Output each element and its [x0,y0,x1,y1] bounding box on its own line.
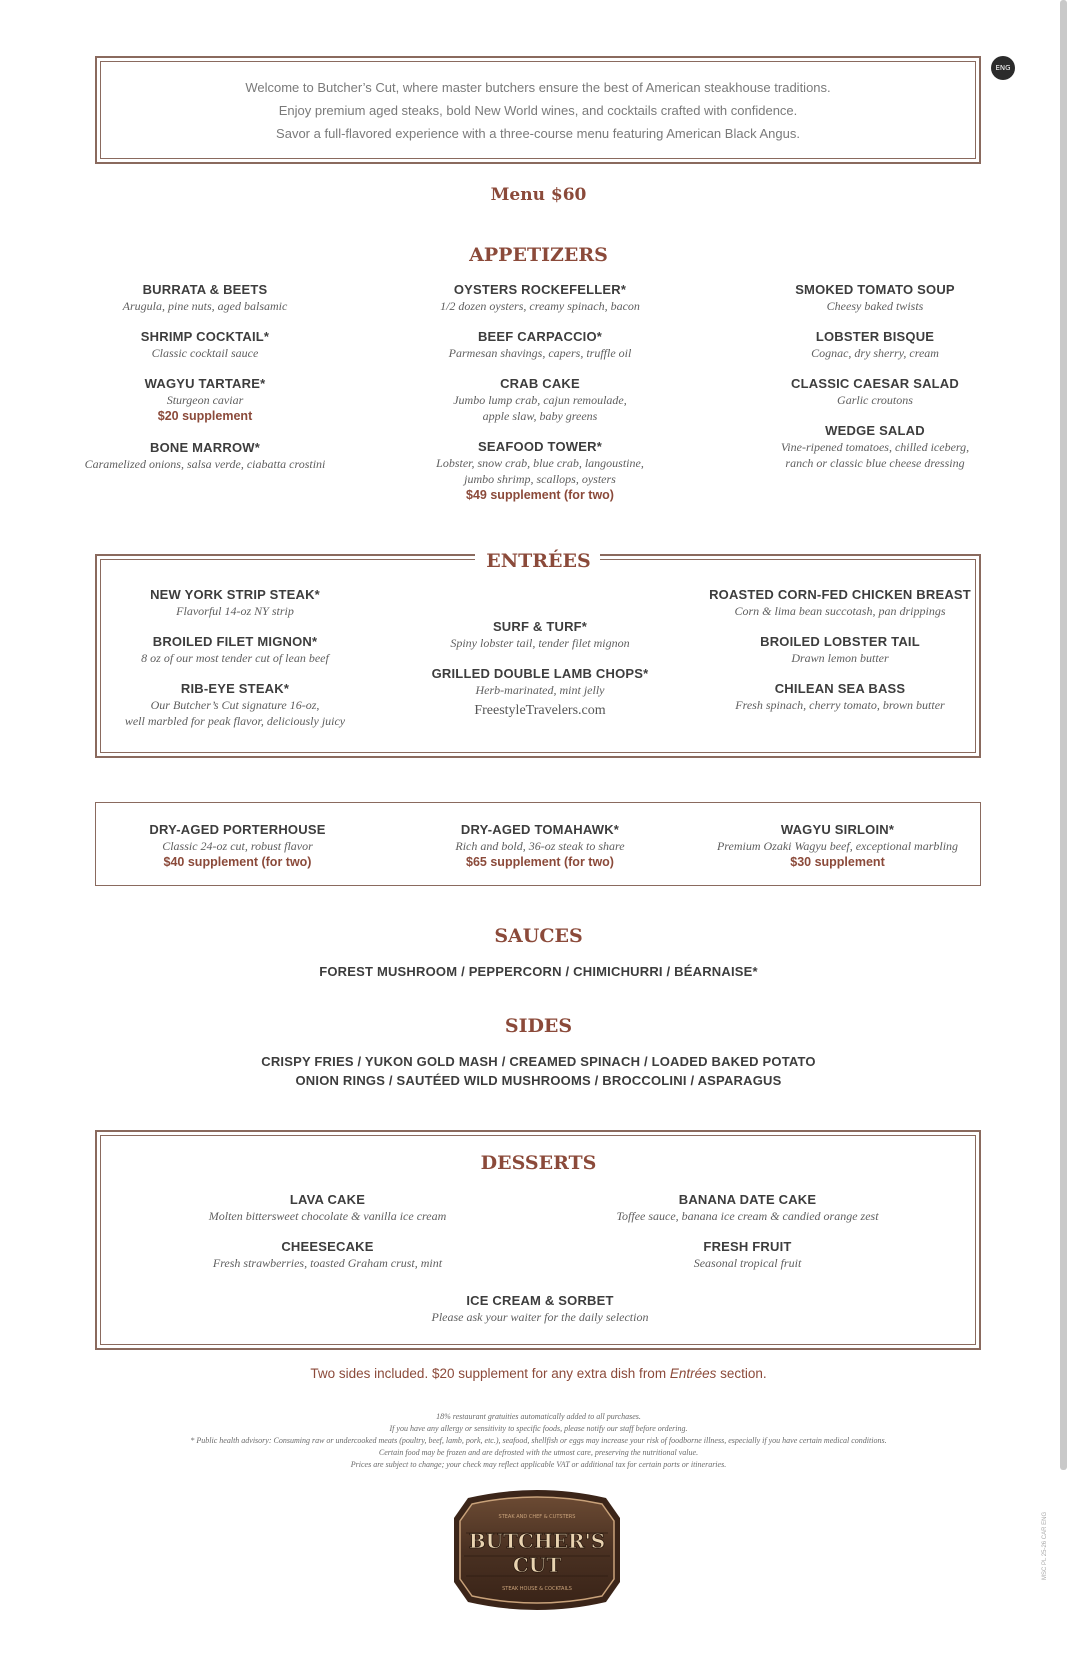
entrees-col-2 [395,618,685,712]
menu-item-supplement: $20 supplement [157,409,253,423]
fine-print: 18% restaurant gratuities automatically added to all purchases. If you have any allergy or sensitivity to specific foods, please notify our staff before ordering. * Public health advisory: Consuming raw or undercooked meats (poultry, beef, lamb, pork, etc.), seafood, shellfish or eggs may increase your risk of foodborne illness, especially if you have certain medical conditions. Certain food may be frozen and are defrosted with the utmost care, preserving the nutritional value. Prices are subject to change; your check may reflect applicable VAT or additional tax for certain ports or itineraries. [190,1412,887,1469]
menu-item [170,1238,485,1271]
welcome-line: Welcome to Butcher’s Cut, where master butchers ensure the best of American steakhouse traditions. [245,79,831,95]
menu-item [400,281,680,314]
menu-item [400,438,680,504]
menu-item-description: Corn & lima bean succotash, pan drippings [734,604,946,618]
menu-item [400,328,680,361]
appetizers-col-1 [70,281,340,486]
menu-item [110,586,360,619]
menu-item-description: Fresh strawberries, toasted Graham crust, mint [212,1256,443,1270]
desserts-title: DESSERTS [480,1152,597,1174]
menu-item-supplement: $30 supplement [790,855,885,869]
menu-item-name: CRAB CAKE [500,376,580,391]
menu-item-name: SEAFOOD TOWER* [478,439,602,454]
menu-item [590,1191,905,1224]
menu-item-name: NEW YORK STRIP STEAK* [150,587,320,602]
menu-item-name: SHRIMP COCKTAIL* [140,329,270,344]
sauces-title: SAUCES [494,925,583,947]
entrees-col-1 [110,586,360,743]
desserts-center [380,1292,700,1339]
logo-bottom-text: STEAK HOUSE & COCKTAILS [502,1586,572,1592]
menu-item-name: LOBSTER BISQUE [815,329,935,344]
menu-item [400,821,680,871]
appetizers-title: APPETIZERS [469,244,608,266]
menu-item-name: SURF & TURF* [492,619,588,634]
menu-item-description: Our Butcher’s Cut signature 16-oz, [150,698,320,712]
appetizers-col-3 [740,281,1010,485]
menu-item-description: well marbled for peak flavor, deliciously juicy [124,714,346,728]
menu-item-name: LAVA CAKE [289,1192,366,1207]
menu-item-description: Spiny lobster tail, tender filet mignon [450,636,630,650]
menu-item [740,375,1010,408]
menu-item [740,328,1010,361]
premium-steak-1 [100,821,375,885]
premium-steak-3 [700,821,975,885]
menu-item-description: Cheesy baked twists [826,299,924,313]
butchers-cut-logo [448,1488,626,1612]
menu-item-description: Toffee sauce, banana ice cream & candied orange zest [616,1209,879,1223]
menu-item-description: Lobster, snow crab, blue crab, langoustine, [436,456,644,470]
logo-top-text: STEAK AND CHEF & CUTSTERS [498,1514,576,1520]
menu-item-description: Sturgeon caviar [166,393,244,407]
language-badge[interactable]: ENG [991,56,1015,80]
menu-item-description: ranch or classic blue cheese dressing [785,456,965,470]
menu-item-name: OYSTERS ROCKEFELLER* [453,282,627,297]
sides-title: SIDES [504,1015,573,1037]
menu-item-description: Classic 24-oz cut, robust flavor [162,839,313,853]
menu-item-description: Classic cocktail sauce [151,346,259,360]
menu-item [380,1292,700,1325]
menu-item [70,328,340,361]
menu-item-name: GRILLED DOUBLE LAMB CHOPS* [431,666,649,681]
menu-item-description: Herb-marinated, mint jelly [475,683,605,697]
menu-item [400,375,680,424]
menu-item [740,422,1010,471]
menu-item-description: Rich and bold, 36-oz steak to share [455,839,625,853]
menu-item-description: Cognac, dry sherry, cream [811,346,939,360]
menu-item-name: WEDGE SALAD [825,423,925,438]
entrees-col-3 [700,586,980,727]
menu-item-name: FRESH FRUIT [703,1239,792,1254]
menu-item-description: Garlic croutons [837,393,913,407]
menu-item-name: BEEF CARPACCIO* [477,329,603,344]
menu-item [110,680,360,729]
menu-item [110,633,360,666]
menu-item [70,375,340,425]
menu-item-name: BONE MARROW* [149,440,260,455]
menu-item-description: Vine-ripened tomatoes, chilled iceberg, [780,440,970,454]
welcome-box [95,56,981,164]
menu-item-supplement: $40 supplement (for two) [163,855,312,869]
menu-item-name: CHILEAN SEA BASS [774,681,906,696]
welcome-line: Enjoy premium aged steaks, bold New World wines, and cocktails crafted with confidence. [278,102,798,118]
sides-note: Two sides included. $20 supplement for any extra dish from Entrées section. [310,1366,767,1381]
menu-item [700,821,975,871]
sides-list: CRISPY FRIES / YUKON GOLD MASH / CREAMED SPINACH / LOADED BAKED POTATO [261,1054,816,1069]
menu-item-name: BROILED FILET MIGNON* [152,634,318,649]
premium-steak-2 [400,821,680,885]
menu-item-name: BURRATA & BEETS [142,282,268,297]
menu-item-description: Please ask your waiter for the daily selection [431,1310,649,1324]
menu-item-name: ICE CREAM & SORBET [466,1293,614,1308]
menu-item-description: jumbo shrimp, scallops, oysters [464,472,616,486]
logo-line1: BUTCHER'S [468,1529,606,1553]
menu-item-name: BROILED LOBSTER TAIL [760,634,920,649]
menu-item-name: BANANA DATE CAKE [678,1192,817,1207]
scrollbar[interactable] [1060,0,1067,1470]
menu-item-description: Arugula, pine nuts, aged balsamic [122,299,288,313]
sides-list: ONION RINGS / SAUTÉED WILD MUSHROOMS / BROCCOLINI / ASPARAGUS [295,1073,782,1088]
menu-price: Menu $60 [490,185,587,205]
menu-item-name: WAGYU SIRLOIN* [780,822,895,837]
welcome-line: Savor a full-flavored experience with a three-course menu featuring American Black Angus. [276,125,800,141]
menu-item-description: Molten bittersweet chocolate & vanilla ice cream [208,1209,447,1223]
menu-item-description: Premium Ozaki Wagyu beef, exceptional marbling [716,839,959,853]
menu-item-description: 8 oz of our most tender cut of lean beef [141,651,329,665]
menu-item-name: DRY-AGED TOMAHAWK* [460,822,620,837]
menu-item [395,665,685,698]
menu-item [700,586,980,619]
menu-item-description: apple slaw, baby greens [482,409,598,423]
menu-item [70,281,340,314]
entrees-title: ENTRÉES [486,550,591,572]
menu-item-name: CHEESECAKE [281,1239,374,1254]
menu-item [700,680,980,713]
menu-item-supplement: $65 supplement (for two) [466,855,614,869]
menu-item-description: 1/2 dozen oysters, creamy spinach, bacon [440,299,640,313]
document-code: MSC PL 25-26 CAR ENG [1042,1511,1048,1580]
menu-item-name: DRY-AGED PORTERHOUSE [149,822,326,837]
menu-item [170,1191,485,1224]
menu-item [700,633,980,666]
menu-item-description: Parmesan shavings, capers, truffle oil [448,346,632,360]
menu-item-name: WAGYU TARTARE* [144,376,266,391]
menu-item [590,1238,905,1271]
menu-item-name: ROASTED CORN-FED CHICKEN BREAST [709,587,971,602]
menu-item-description: Jumbo lump crab, cajun remoulade, [453,393,627,407]
menu-item-supplement: $49 supplement (for two) [466,488,614,502]
desserts-col-1 [170,1191,485,1285]
menu-item [395,618,685,651]
appetizers-col-2 [400,281,680,518]
menu-item-description: Fresh spinach, cherry tomato, brown butter [735,698,945,712]
menu-item-description: Flavorful 14-oz NY strip [176,604,294,618]
menu-item [740,281,1010,314]
menu-item-name: CLASSIC CAESAR SALAD [791,376,959,391]
menu-item-description: Seasonal tropical fruit [693,1256,802,1270]
menu-item-description: Caramelized onions, salsa verde, ciabatta crostini [84,457,326,471]
menu-item-name: RIB-EYE STEAK* [180,681,290,696]
menu-item-name: SMOKED TOMATO SOUP [795,282,955,297]
desserts-col-2 [590,1191,905,1285]
menu-item [100,821,375,871]
sauces-list: FOREST MUSHROOM / PEPPERCORN / CHIMICHURRI / BÉARNAISE* [319,964,758,979]
watermark-text: FreestyleTravelers.com [474,703,606,718]
logo-line2: CUT [512,1553,562,1577]
menu-item [70,439,340,472]
menu-item-description: Drawn lemon butter [791,651,889,665]
